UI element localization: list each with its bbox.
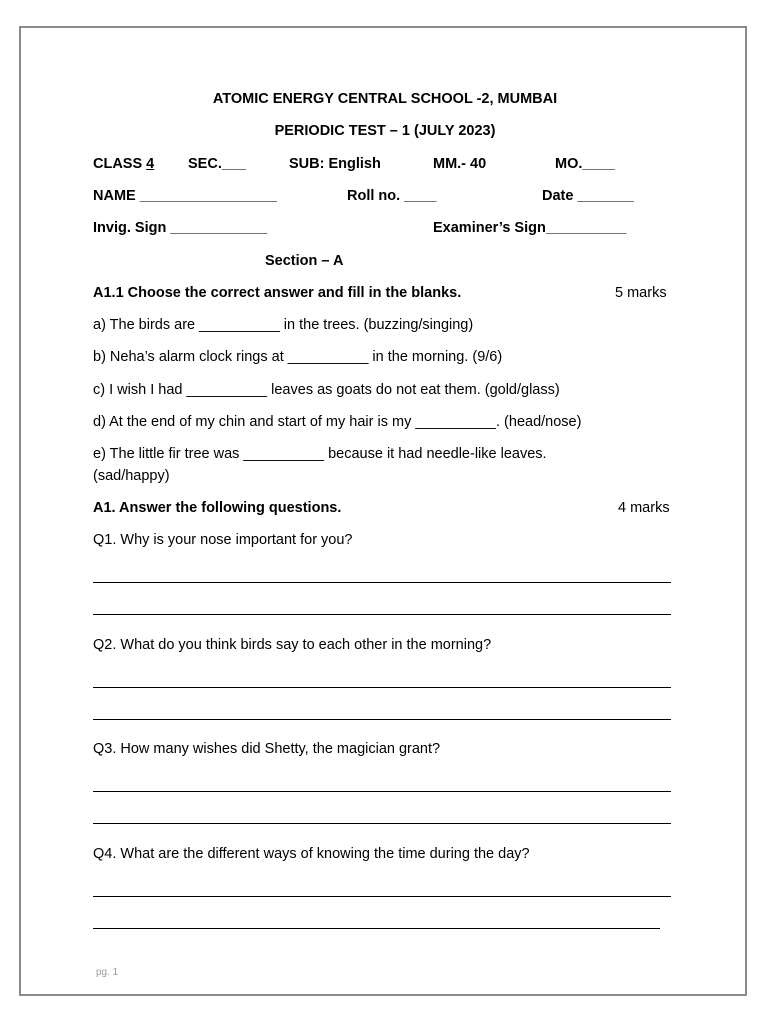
fill-item-d: d) At the end of my chin and start of my hair is my __________. (head/nose) [93,414,582,430]
class-value: 4 [146,156,155,172]
class-label: CLASS [93,156,147,172]
fill-item-a: a) The birds are __________ in the trees. (buzzing/singing) [93,317,474,333]
a1-marks: 4 marks [618,500,670,516]
answer-line [93,687,671,688]
subject-field: SUB: English [289,156,381,172]
name-field: NAME _________________ [93,188,277,204]
answer-line [93,791,671,792]
fill-item-c: c) I wish I had __________ leaves as goats do not eat them. (gold/glass) [93,382,560,398]
answer-line [93,614,671,615]
section-title: Section – A [265,253,344,269]
answer-line [93,928,660,929]
max-marks-field: MM.- 40 [433,156,487,172]
question-4: Q4. What are the different ways of knowing the time during the day? [93,846,530,862]
page-number: pg. 1 [96,967,119,978]
section-field: SEC.___ [188,156,247,172]
test-title: PERIODIC TEST – 1 (JULY 2023) [274,123,496,139]
roll-field: Roll no. ____ [347,188,437,204]
date-field: Date _______ [542,188,634,204]
answer-line [93,719,671,720]
fill-item-b: b) Neha’s alarm clock rings at __________ in the morning. (9/6) [93,349,503,365]
answer-line [93,823,671,824]
examiner-sign-field: Examiner’s Sign__________ [433,220,627,236]
a11-heading: A1.1 Choose the correct answer and fill in the blanks. [93,285,462,301]
answer-line [93,896,671,897]
answer-line [93,582,671,583]
marks-obtained-field: MO.____ [555,156,615,172]
school-title: ATOMIC ENERGY CENTRAL SCHOOL -2, MUMBAI [212,91,558,107]
fill-item-e: e) The little fir tree was __________ because it had needle-like leaves. [93,446,547,462]
question-1: Q1. Why is your nose important for you? [93,532,353,548]
invigilator-sign-field: Invig. Sign ____________ [93,220,268,236]
a11-marks: 5 marks [615,285,667,301]
question-2: Q2. What do you think birds say to each other in the morning? [93,637,492,653]
class-field [93,154,154,174]
question-3: Q3. How many wishes did Shetty, the magician grant? [93,741,441,757]
fill-item-e-options: (sad/happy) [93,468,170,484]
a1-heading: A1. Answer the following questions. [93,500,342,516]
